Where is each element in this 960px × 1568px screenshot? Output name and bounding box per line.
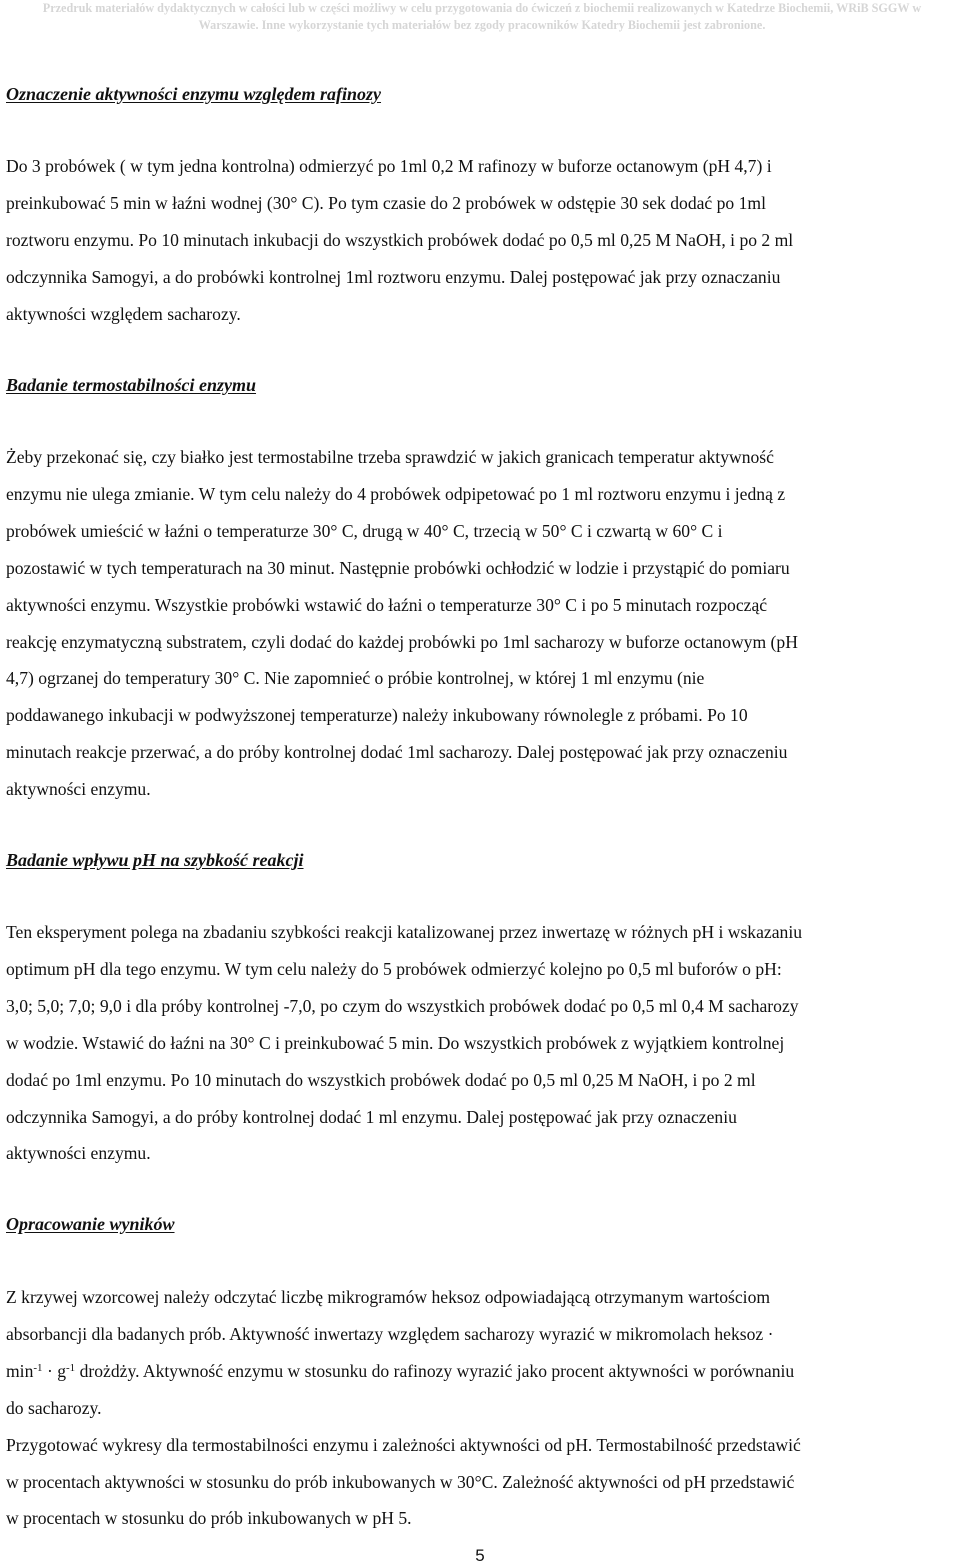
- text-line-units: [6, 1353, 958, 1390]
- watermark-line-2: Warszawie. Inne wykorzystanie tych materiałów bez zgody pracowników Katedry Biochemii jest zabronione.: [198, 18, 766, 32]
- text-line: do sacharozy.: [6, 1397, 102, 1418]
- section-title-ph-effect: Badanie wpływu pH na szybkość reakcji: [6, 850, 304, 870]
- text-line: aktywności enzymu.: [6, 1143, 151, 1164]
- paragraph-raffinose: [6, 148, 958, 333]
- superscript-exponent: -1: [66, 1361, 76, 1374]
- text-line: w wodzie. Wstawić do łaźni na 30° C i preinkubować 5 min. Do wszystkich probówek z wyjątkiem kontrolnej: [6, 1032, 785, 1053]
- text-line: Z krzywej wzorcowej należy odczytać liczbę mikrogramów heksoz odpowiadającą otrzymanym wartościom: [6, 1287, 771, 1307]
- text-line: aktywności enzymu.: [6, 779, 151, 800]
- text-line: Przygotować wykresy dla termostabilności enzymu i zależności aktywności od pH. Termostabilność przedstawić: [6, 1434, 801, 1455]
- text-line: 3,0; 5,0; 7,0; 9,0 i dla próby kontrolnej -7,0, po czym do wszystkich probówek dodać po 0,5 ml 0,4 M sacharozy: [6, 995, 799, 1016]
- text-line: reakcję enzymatyczną substratem, czyli dodać do każdej probówki po 1ml sacharozy w buforze octanowym (pH: [6, 631, 798, 652]
- text-line: Do 3 probówek ( w tym jedna kontrolna) odmierzyć po 1ml 0,2 M rafinozy w buforze octanowym (pH 4,7) i: [6, 156, 772, 176]
- text-line: odczynnika Samogyi, a do próby kontrolnej dodać 1 ml enzymu. Dalej postępować jak przy oznaczeniu: [6, 1106, 737, 1127]
- watermark-line-1: Przedruk materiałów dydaktycznych w całości lub w części możliwy w celu przygotowania do ćwiczeń z biochemii realizowanych w Katedrze Biochemii, WRiB SGGW w: [42, 1, 922, 15]
- text-line: pozostawić w tych temperaturach na 30 minut. Następnie probówki ochłodzić w lodzie i przystąpić do pomiaru: [6, 557, 790, 578]
- paragraph-thermostability: [6, 439, 958, 808]
- text-line: poddawanego inkubacji w podwyższonej temperaturze) należy inkubowany równolegle z próbami. Po 10: [6, 705, 748, 726]
- paragraph-results: [6, 1279, 958, 1537]
- text-line: roztworu enzymu. Po 10 minutach inkubacji do wszystkich probówek dodać po 0,5 ml 0,25 M NaOH, i po 2 ml: [6, 229, 794, 250]
- superscript-exponent: -1: [33, 1361, 43, 1374]
- section-title-raffinose: Oznaczenie aktywności enzymu względem rafinozy: [6, 84, 382, 104]
- unit-min: min: [6, 1360, 34, 1381]
- text-line: 4,7) ogrzanej do temperatury 30° C. Nie zapomnieć o próbie kontrolnej, w której 1 ml enzymu (nie: [6, 668, 705, 689]
- text-line: Żeby przekonać się, czy białko jest termostabilne trzeba sprawdzić w jakich granicach temperatur aktywność: [6, 447, 774, 467]
- text-line: w procentach w stosunku do prób inkubowanych w pH 5.: [6, 1508, 412, 1529]
- page-number: 5: [475, 1546, 485, 1565]
- text-fragment: drożdży. Aktywność enzymu w stosunku do rafinozy wyrazić jako procent aktywności w porównaniu: [75, 1360, 795, 1381]
- copyright-watermark: [8, 0, 956, 34]
- text-line: aktywności względem sacharozy.: [6, 303, 241, 324]
- text-line: aktywności enzymu. Wszystkie probówki wstawić do łaźni o temperaturze 30° C i po 5 minutach rozpocząć: [6, 594, 768, 615]
- text-line: optimum pH dla tego enzymu. W tym celu należy do 5 probówek odmierzyć kolejno po 0,5 ml buforów o pH:: [6, 958, 782, 979]
- text-line: enzymu nie ulega zmianie. W tym celu należy do 4 probówek odpipetować po 1 ml roztworu enzymu i jedną z: [6, 483, 786, 504]
- paragraph-ph-effect: [6, 914, 958, 1172]
- text-line: absorbancji dla badanych prób. Aktywność inwertazy względem sacharozy wyrazić w mikromolach heksoz ·: [6, 1323, 774, 1344]
- text-line: probówek umieścić w łaźni o temperaturze 30° C, drugą w 40° C, trzecią w 50° C i czwartą w 60° C i: [6, 520, 723, 541]
- text-line: Ten eksperyment polega na zbadaniu szybkości reakcji katalizowanej przez inwertazę w różnych pH i wskazaniu: [6, 922, 803, 942]
- text-line: minutach reakcje przerwać, a do próby kontrolnej dodać 1ml sacharozy. Dalej postępować jak przy oznaczeniu: [6, 742, 788, 763]
- section-title-results: Opracowanie wyników: [6, 1214, 175, 1234]
- text-line: preinkubować 5 min w łaźni wodnej (30° C). Po tym czasie do 2 probówek w odstępie 30 sek dodać po 1ml: [6, 192, 766, 213]
- text-line: odczynnika Samogyi, a do probówki kontrolnej 1ml roztworu enzymu. Dalej postępować jak przy oznaczaniu: [6, 266, 781, 287]
- text-line: w procentach aktywności w stosunku do prób inkubowanych w 30°C. Zależność aktywności od pH przedstawić: [6, 1471, 795, 1492]
- unit-g: · g: [42, 1360, 66, 1381]
- section-title-thermostability: Badanie termostabilności enzymu: [6, 375, 257, 395]
- text-line: dodać po 1ml enzymu. Po 10 minutach do wszystkich probówek dodać po 0,5 ml 0,25 M NaOH, i po 2 ml: [6, 1069, 756, 1090]
